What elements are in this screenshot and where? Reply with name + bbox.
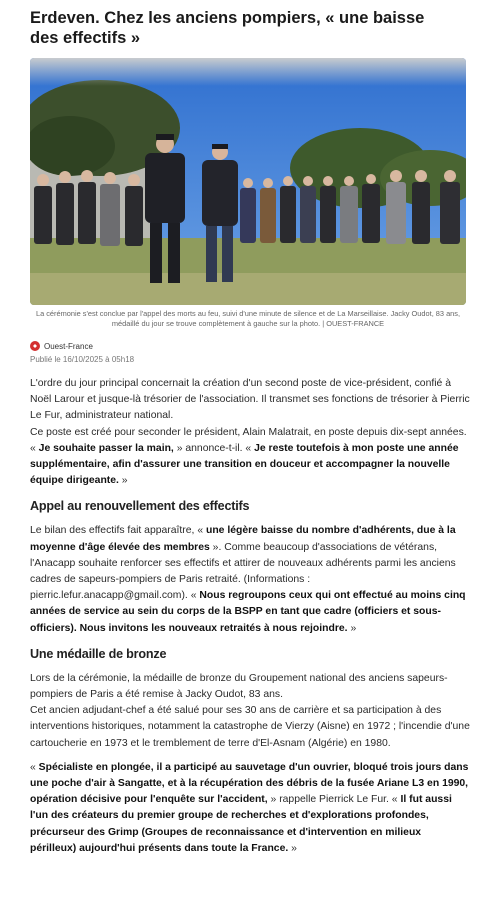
publish-date: Publié le 16/10/2025 à 05h18 [30, 355, 135, 364]
ceremony-photo-image [30, 58, 466, 305]
source-line[interactable] [30, 340, 93, 352]
subheading-renouvellement: Appel au renouvellement des effectifs [30, 499, 250, 514]
paragraph-3: Le bilan des effectifs fait apparaître, « une légère baisse du nombre d'adhérents, due à la moyenne d'âge élevée des membres ». Comme beaucoup d'associations de vétérans, l'Anacapp souhaite renforcer ses effectifs et attirer de nouveaux adhérents parmi les anciens cadres de sapeurs-pompiers de Paris retraité. (Informations : pierric.lefur.anacapp@gmail.com). « Nous regroupons ceux qui ont effectué au moins cinq années de service au sein du corps de la BSPP en tant que cadre (officiers et sous-officiers). Nous invitons les nouveaux retraités à nous rejoindre. » [30, 525, 466, 634]
article-body [30, 376, 470, 857]
paragraph-1: L'ordre du jour principal concernait la création d'un second poste de vice-président, confié à Noël Larour et jusque-là trésorier de l'association. Il transmet ses fonctions de trésorier à Pierric Le Fur, administrateur national. [30, 378, 470, 422]
paragraph-5: Cet ancien adjudant-chef a été salué pour ses 30 ans de carrière et sa participation à des interventions historiques, notamment la catastrophe de Vierzy (Aisne) en 1972 ; l'incendie d'une cartoucherie en 1973 et le tremblement de terre d'El-Asnam (Algérie) en 1980. [30, 705, 470, 749]
subheading-medaille: Une médaille de bronze [30, 646, 167, 661]
article-photo[interactable] [30, 58, 466, 305]
source-name[interactable]: Ouest-France [44, 341, 93, 351]
ouest-france-logo-icon [30, 341, 40, 351]
article-title: Erdeven. Chez les anciens pompiers, « une baisse des effectifs » [30, 9, 425, 47]
paragraph-2: Ce poste est créé pour seconder le président, Alain Malatrait, en poste depuis dix-sept années. « Je souhaite passer la main, » annonce-t-il. « Je reste toutefois à mon poste une année supplémentaire, afin d'assurer une transition en douceur et accompagner la nouvelle équipe dirigeante. » [30, 426, 467, 487]
paragraph-4: Lors de la cérémonie, la médaille de bronze du Groupement national des anciens sapeurs-pompiers de Paris a été remise à Jacky Oudot, 83 ans. [30, 672, 448, 701]
paragraph-6-quote: « Spécialiste en plongée, il a participé au sauvetage d'un ouvrier, bloqué trois jours dans une poche d'air à Sangatte, et à la récupération des débris de la fusée Ariane L3 en 1990, opération décisive pour l'enquête sur l'accident, » rappelle Pierrick Le Fur. « Il fut aussi l'un des créateurs du premier groupe de recherches et d'explorations profondes, précurseur des Grimp (Groupes de reconnaissance et d'intervention en milieux périlleux) aujourd'hui présents dans toute la France. » [30, 761, 469, 854]
photo-caption: La cérémonie s'est conclue par l'appel des morts au feu, suivi d'une minute de silence et de La Marseillaise. Jacky Oudot, 83 ans, médaillé du jour se trouve complètement à gauche sur la photo. | OUEST-FRANCE [35, 309, 461, 328]
